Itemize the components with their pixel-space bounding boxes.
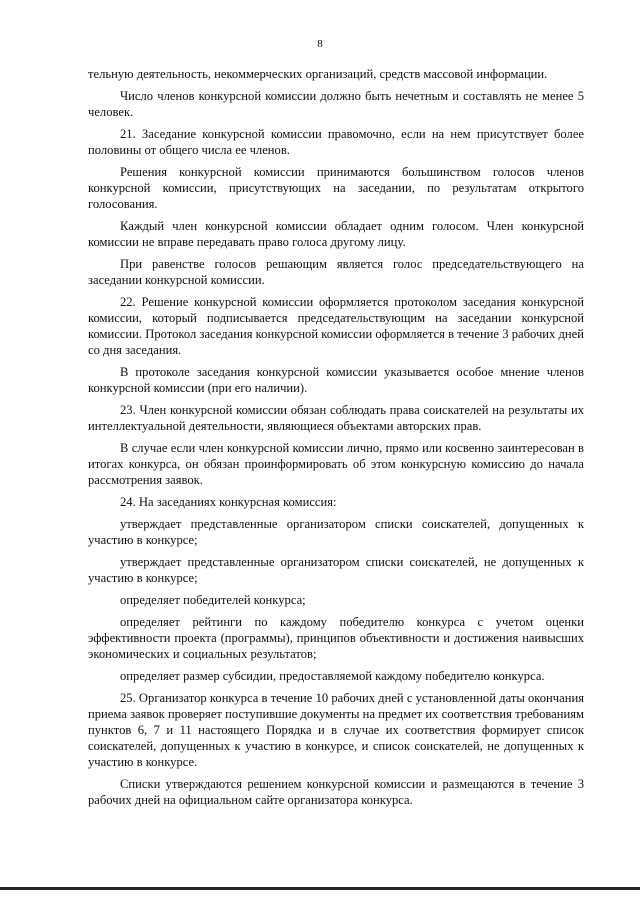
paragraph: В протоколе заседания конкурсной комиссии указывается особое мнение членов конкурсной комиссии (при его наличии). xyxy=(88,365,584,395)
list-item: определяет размер субсидии, предоставляемой каждому победителю конкурса. xyxy=(120,669,545,683)
paragraph-item-22: 22. Решение конкурсной комиссии оформляется протоколом заседания конкурсной комиссии, который подписывается председательствующим на заседании конкурсной комиссии. Протокол заседания конкурсной комиссии оформляется в течение 3 рабочих дней со дня заседания. xyxy=(88,295,584,357)
paragraph-item-25: 25. Организатор конкурса в течение 10 рабочих дней с установленной даты окончания приема заявок проверяет поступившие документы на предмет их соответствия требованиям пунктов 6, 7 и 11 настоящего Порядка и в случае их соответствия формирует список соискателей, допущенных к участию в конкурсе, и список соискателей, не допущенных к участию в конкурсе. xyxy=(88,691,584,769)
paragraph: Число членов конкурсной комиссии должно быть нечетным и составлять не менее 5 человек. xyxy=(88,89,584,119)
paragraph: Списки утверждаются решением конкурсной комиссии и размещаются в течение 3 рабочих дней на официальном сайте организатора конкурса. xyxy=(88,777,584,807)
bottom-divider xyxy=(0,887,640,890)
list-item: утверждает представленные организатором списки соискателей, допущенных к участию в конкурсе; xyxy=(88,517,584,547)
paragraph-item-21: 21. Заседание конкурсной комиссии правомочно, если на нем присутствует более половины от общего числа ее членов. xyxy=(88,127,584,157)
list-item: определяет победителей конкурса; xyxy=(120,593,306,607)
page-number: 8 xyxy=(317,38,323,50)
list-item: определяет рейтинги по каждому победителю конкурса с учетом оценки эффективности проекта (программы), принципов объективности и достижения наивысших экономических и социальных результатов; xyxy=(88,615,584,661)
paragraph: При равенстве голосов решающим является голос председательствующего на заседании конкурсной комиссии. xyxy=(88,257,584,287)
paragraph-continuation: тельную деятельность, некоммерческих организаций, средств массовой информации. xyxy=(88,67,548,81)
paragraph-item-24: 24. На заседаниях конкурсная комиссия: xyxy=(120,495,337,509)
list-item: утверждает представленные организатором списки соискателей, не допущенных к участию в конкурсе; xyxy=(88,555,584,585)
paragraph: Решения конкурсной комиссии принимаются большинством голосов членов конкурсной комиссии, присутствующих на заседании, по результатам открытого голосования. xyxy=(88,165,584,211)
document-body xyxy=(88,66,584,814)
paragraph: В случае если член конкурсной комиссии лично, прямо или косвенно заинтересован в итогах конкурса, он обязан проинформировать об этом конкурсную комиссию до начала рассмотрения заявок. xyxy=(88,441,584,487)
paragraph-item-23: 23. Член конкурсной комиссии обязан соблюдать права соискателей на результаты их интеллектуальной деятельности, являющиеся объектами авторских прав. xyxy=(88,403,584,433)
paragraph: Каждый член конкурсной комиссии обладает одним голосом. Член конкурсной комиссии не вправе передавать право голоса другому лицу. xyxy=(88,219,584,249)
